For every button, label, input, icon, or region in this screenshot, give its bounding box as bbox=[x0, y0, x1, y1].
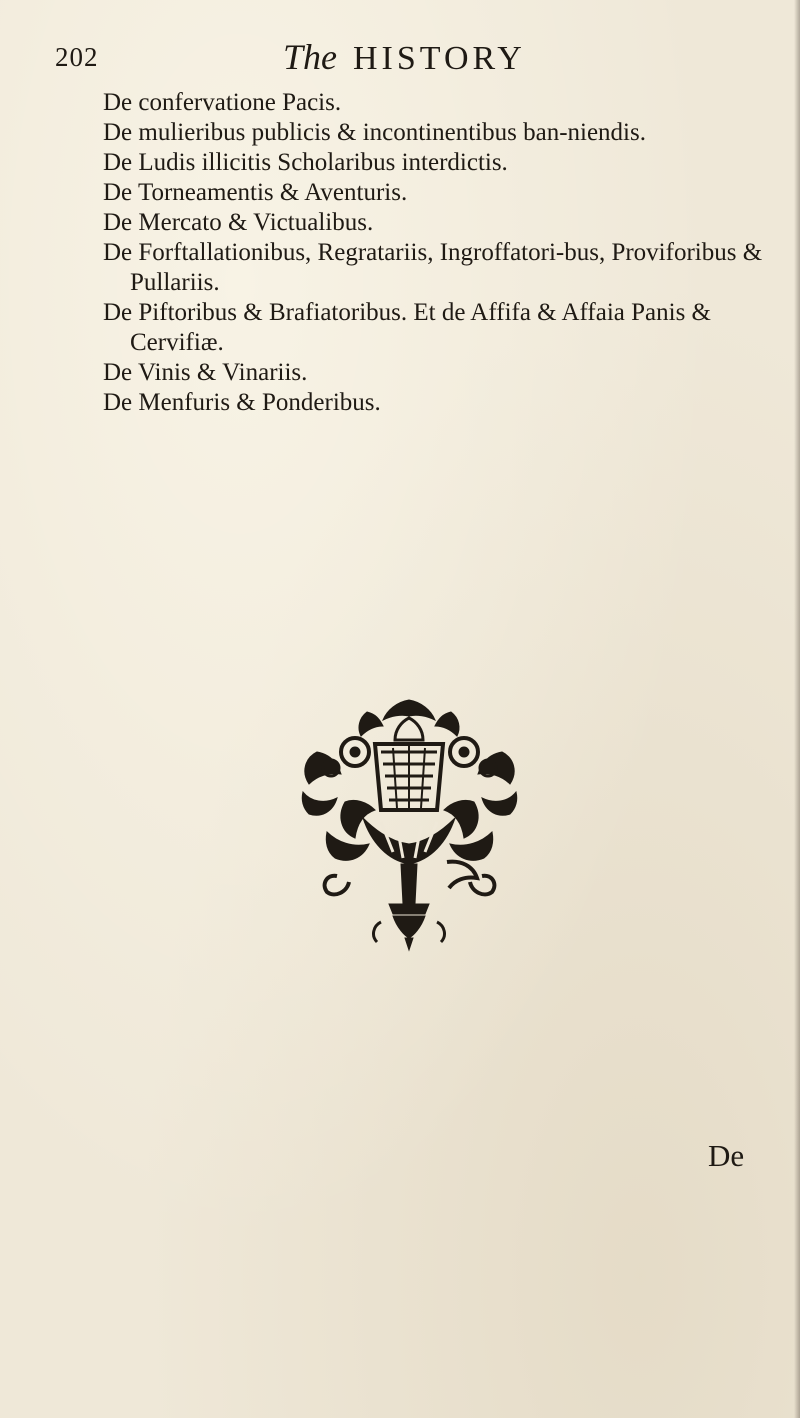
list-item: De Piftoribus & Brafiatoribus. Et de Affifa & Affaia Panis & Cervifiæ. bbox=[103, 299, 712, 356]
list-item: De Ludis illicitis Scholaribus interdictis. bbox=[103, 149, 508, 176]
catchword: De bbox=[708, 1138, 745, 1173]
list-item: De Vinis & Vinariis. bbox=[103, 359, 308, 386]
list-item: De Menfuris & Ponderibus. bbox=[103, 389, 381, 416]
list-item: De confervatione Pacis. bbox=[103, 89, 342, 116]
list-item: De Forftallationibus, Regratariis, Ingroffatori-bus, Proviforibus & Pullariis. bbox=[103, 239, 763, 296]
list-item: De mulieribus publicis & incontinentibus ban-niendis. bbox=[103, 119, 646, 146]
page-edge-shadow bbox=[794, 0, 800, 1418]
chapter-list bbox=[103, 88, 768, 418]
running-head-the: The bbox=[283, 37, 337, 77]
list-item: De Torneamentis & Aventuris. bbox=[103, 179, 408, 206]
running-head bbox=[283, 32, 526, 79]
floral-tailpiece-ornament-icon bbox=[297, 692, 522, 954]
list-item: De Mercato & Victualibus. bbox=[103, 209, 374, 236]
page-number: 202 bbox=[55, 42, 99, 72]
running-head-history: HISTORY bbox=[353, 40, 526, 77]
